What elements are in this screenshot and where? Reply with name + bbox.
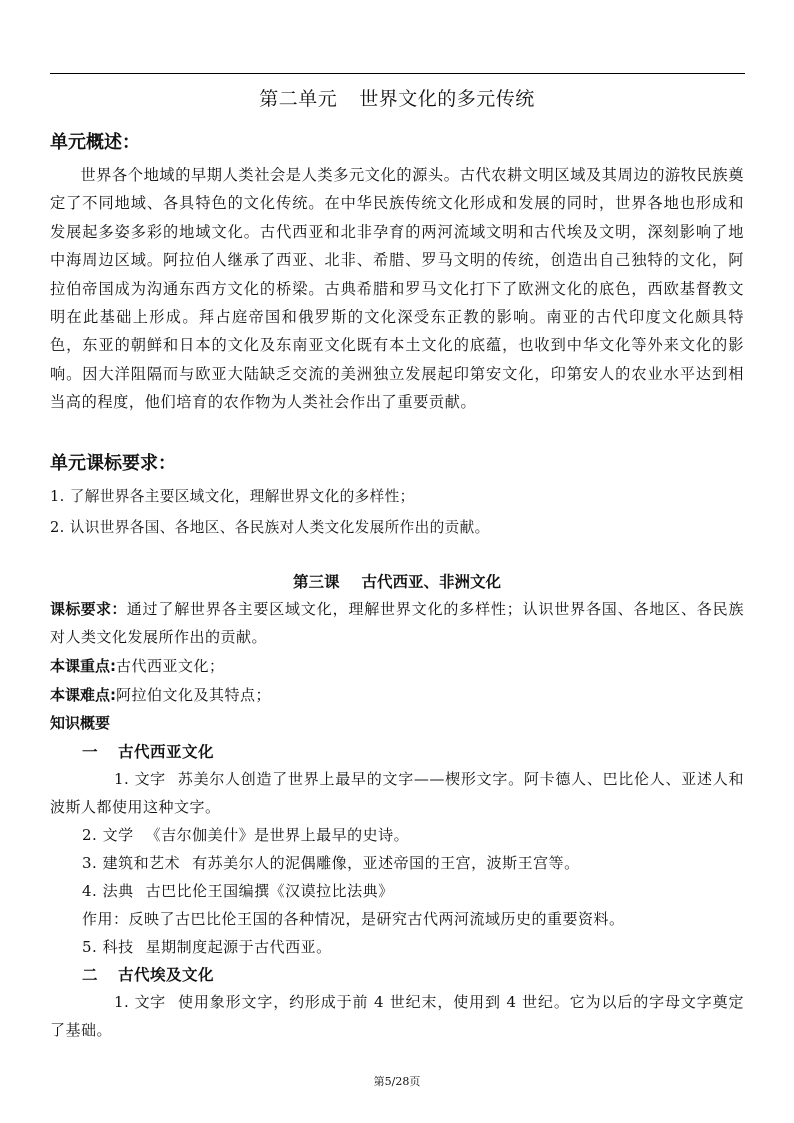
lesson-focus xyxy=(50,655,744,676)
unit-title xyxy=(0,84,794,111)
knowledge-heading: 知识概要 xyxy=(50,714,111,732)
page-number: 第5/28页 xyxy=(373,1075,421,1088)
unit-number: 第二单元 xyxy=(259,88,338,110)
item-label: 1. 文字 xyxy=(114,770,166,788)
item-label: 3. 建筑和艺术 xyxy=(82,854,181,872)
item-label: 4. 法典 xyxy=(82,882,134,900)
knowledge-item xyxy=(50,824,776,845)
item-text: 星期制度起源于古代西亚。 xyxy=(145,938,332,956)
item-text: 反映了古巴比伦王国的各种情况，是研究古代两河流域历史的重要资料。 xyxy=(128,910,625,928)
item-label: 1. 文字 xyxy=(114,993,166,1011)
section-number: 二 xyxy=(82,966,99,984)
overview-paragraph: 世界各个地域的早期人类社会是人类多元文化的源头。古代农耕文明区域及其周边的游牧民族奠定了不同地域、各具特色的文化传统。在中华民族传统文化形成和发展的同时，世界各地也形成和发展起多姿多彩的地域文化。古代西亚和北非孕育的两河流域文明和古代埃及文明，深刻影响了地中海周边区域。阿拉伯人继承了西亚、北非、希腊、罗马文明的传统，创造出自己独特的文化，阿拉伯帝国成为沟通东西方文化的桥梁。古典希腊和罗马文化打下了欧洲文化的底色，西欧基督教文明在此基础上形成。拜占庭帝国和俄罗斯的文化深受东正教的影响。南亚的古代印度文化颇具特色，东亚的朝鲜和日本的文化及东南亚文化既有本土文化的底蕴，也收到中华文化等外来文化的影响。因大洋阻隔而与欧亚大陆缺乏交流的美洲独立发展起印第安文化，印第安人的农业水平达到相当高的程度，他们培育的农作物为人类社会作出了重要贡献。 xyxy=(50,166,744,412)
item-label: 作用： xyxy=(82,910,129,928)
knowledge-item xyxy=(50,880,776,901)
lesson-name: 古代西亚、非洲文化 xyxy=(361,573,502,591)
section-number: 一 xyxy=(82,743,99,761)
section-title: 古代西亚文化 xyxy=(118,743,215,761)
focus-label: 本课重点: xyxy=(50,657,116,675)
knowledge-item-note xyxy=(50,908,776,929)
item-text: 古巴比伦王国编撰《汉谟拉比法典》 xyxy=(145,882,394,900)
requirements-heading: 单元课标要求： xyxy=(50,453,176,474)
focus-text: 古代西亚文化； xyxy=(116,657,225,675)
item-label: 5. 科技 xyxy=(82,938,134,956)
section-heading xyxy=(50,963,776,985)
section-title: 古代埃及文化 xyxy=(118,966,215,984)
knowledge-item xyxy=(50,988,744,1045)
knowledge-item xyxy=(50,936,776,957)
requirements-list xyxy=(50,481,490,543)
unit-name: 世界文化的多元传统 xyxy=(359,88,535,110)
lesson-standard xyxy=(50,595,744,652)
section-heading xyxy=(50,740,776,762)
requirement-item: 2. 认识世界各国、各地区、各民族对人类文化发展所作出的贡献。 xyxy=(50,519,490,536)
item-text: 苏美尔人创造了世界上最早的文字——楔形文字。阿卡德人、巴比伦人、亚述人和波斯人都使用这种文字。 xyxy=(50,770,744,817)
item-text: 有苏美尔人的泥偶雕像，亚述帝国的王宫，波斯王宫等。 xyxy=(192,854,580,872)
header-rule xyxy=(50,73,745,74)
standard-text: 通过了解世界各主要区域文化，理解世界文化的多样性；认识世界各国、各地区、各民族对人类文化发展所作出的贡献。 xyxy=(50,600,744,647)
knowledge-item xyxy=(50,765,744,822)
item-text: 使用象形文字，约形成于前 4 世纪末，使用到 4 世纪。它为以后的字母文字奠定了基础。 xyxy=(50,993,744,1040)
item-label: 2. 文学 xyxy=(82,826,134,844)
lesson-title xyxy=(0,570,794,592)
difficulty-text: 阿拉伯文化及其特点； xyxy=(116,686,272,704)
knowledge-item xyxy=(50,852,776,873)
lesson-number: 第三课 xyxy=(292,573,340,591)
overview-heading: 单元概述： xyxy=(50,132,140,153)
lesson-difficulty xyxy=(50,684,744,705)
difficulty-label: 本课难点: xyxy=(50,686,116,704)
standard-label: 课标要求： xyxy=(50,600,127,618)
requirement-item: 1. 了解世界各主要区域文化，理解世界文化的多样性； xyxy=(50,488,415,505)
item-text: 《吉尔伽美什》是世界上最早的史诗。 xyxy=(145,826,410,844)
